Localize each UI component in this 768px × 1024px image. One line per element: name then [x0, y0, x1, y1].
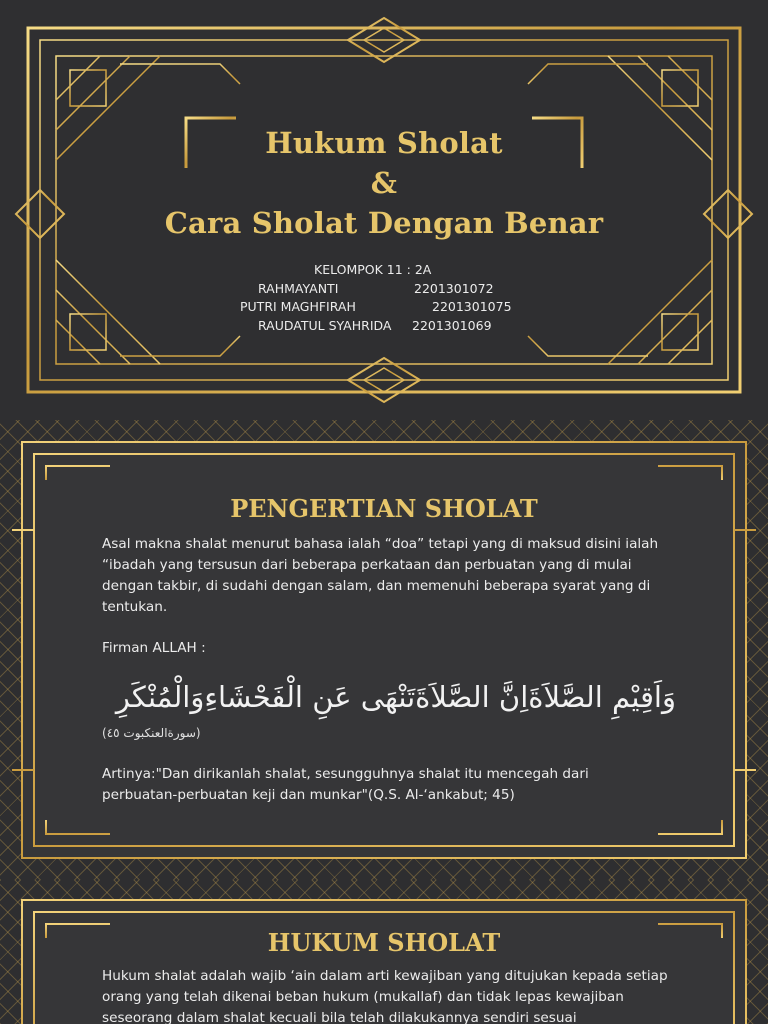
member-name: RAUDATUL SYAHRIDA [258, 318, 392, 333]
member-nim: 2201301075 [432, 299, 512, 314]
firman-label: Firman ALLAH : [102, 640, 206, 656]
law-slide [0, 880, 768, 1024]
definition-paragraph: Asal makna shalat menurut bahasa ialah “doa” tetapi yang di maksud disini ialah “ibadah yang tersusun dari beberapa perkataan dan perbuatan yang di mulai dengan takbir, di sudahi dengan salam, dan memenuhi beberapa syarat yang di tentukan. [102, 536, 659, 615]
title-line-1: Hukum Sholat [265, 126, 503, 160]
member-name: PUTRI MAGHFIRAH [240, 299, 356, 314]
title-line-2: Cara Sholat Dengan Benar [164, 206, 604, 240]
verse-translation: Artinya:"Dan dirikanlah shalat, sesungguhnya shalat itu mencegah dari perbuatan-perbuatan keji dan munkar"(Q.S. Al-‘ankabut; 45) [102, 766, 589, 803]
title-ampersand: & [370, 166, 398, 200]
definition-slide [0, 420, 768, 880]
arabic-reference: (سورةالعنكبوت ٤٥) [102, 726, 201, 740]
member-nim: 2201301072 [414, 281, 494, 296]
title-slide [0, 0, 768, 420]
member-name: RAHMAYANTI [258, 281, 339, 296]
section-title: PENGERTIAN SHOLAT [230, 494, 538, 523]
group-label: KELOMPOK 11 : 2A [314, 262, 432, 277]
section-title: HUKUM SHOLAT [267, 928, 501, 957]
law-paragraph: Hukum shalat adalah wajib ‘ain dalam arti kewajiban yang ditujukan kepada setiap orang yang telah dikenai beban hukum (mukallaf) dan tidak lepas kewajiban seseorang dalam shalat kecuali bila telah dilakukannya sendiri sesuai [102, 968, 668, 1024]
member-nim: 2201301069 [412, 318, 492, 333]
arabic-verse: وَاَقِيْمِ الصَّلاَةَاِنَّ الصَّلاَةَتَنْهَى عَنِ الْفَحْشَاءِوَالْمُنْكَرِ [115, 680, 676, 714]
